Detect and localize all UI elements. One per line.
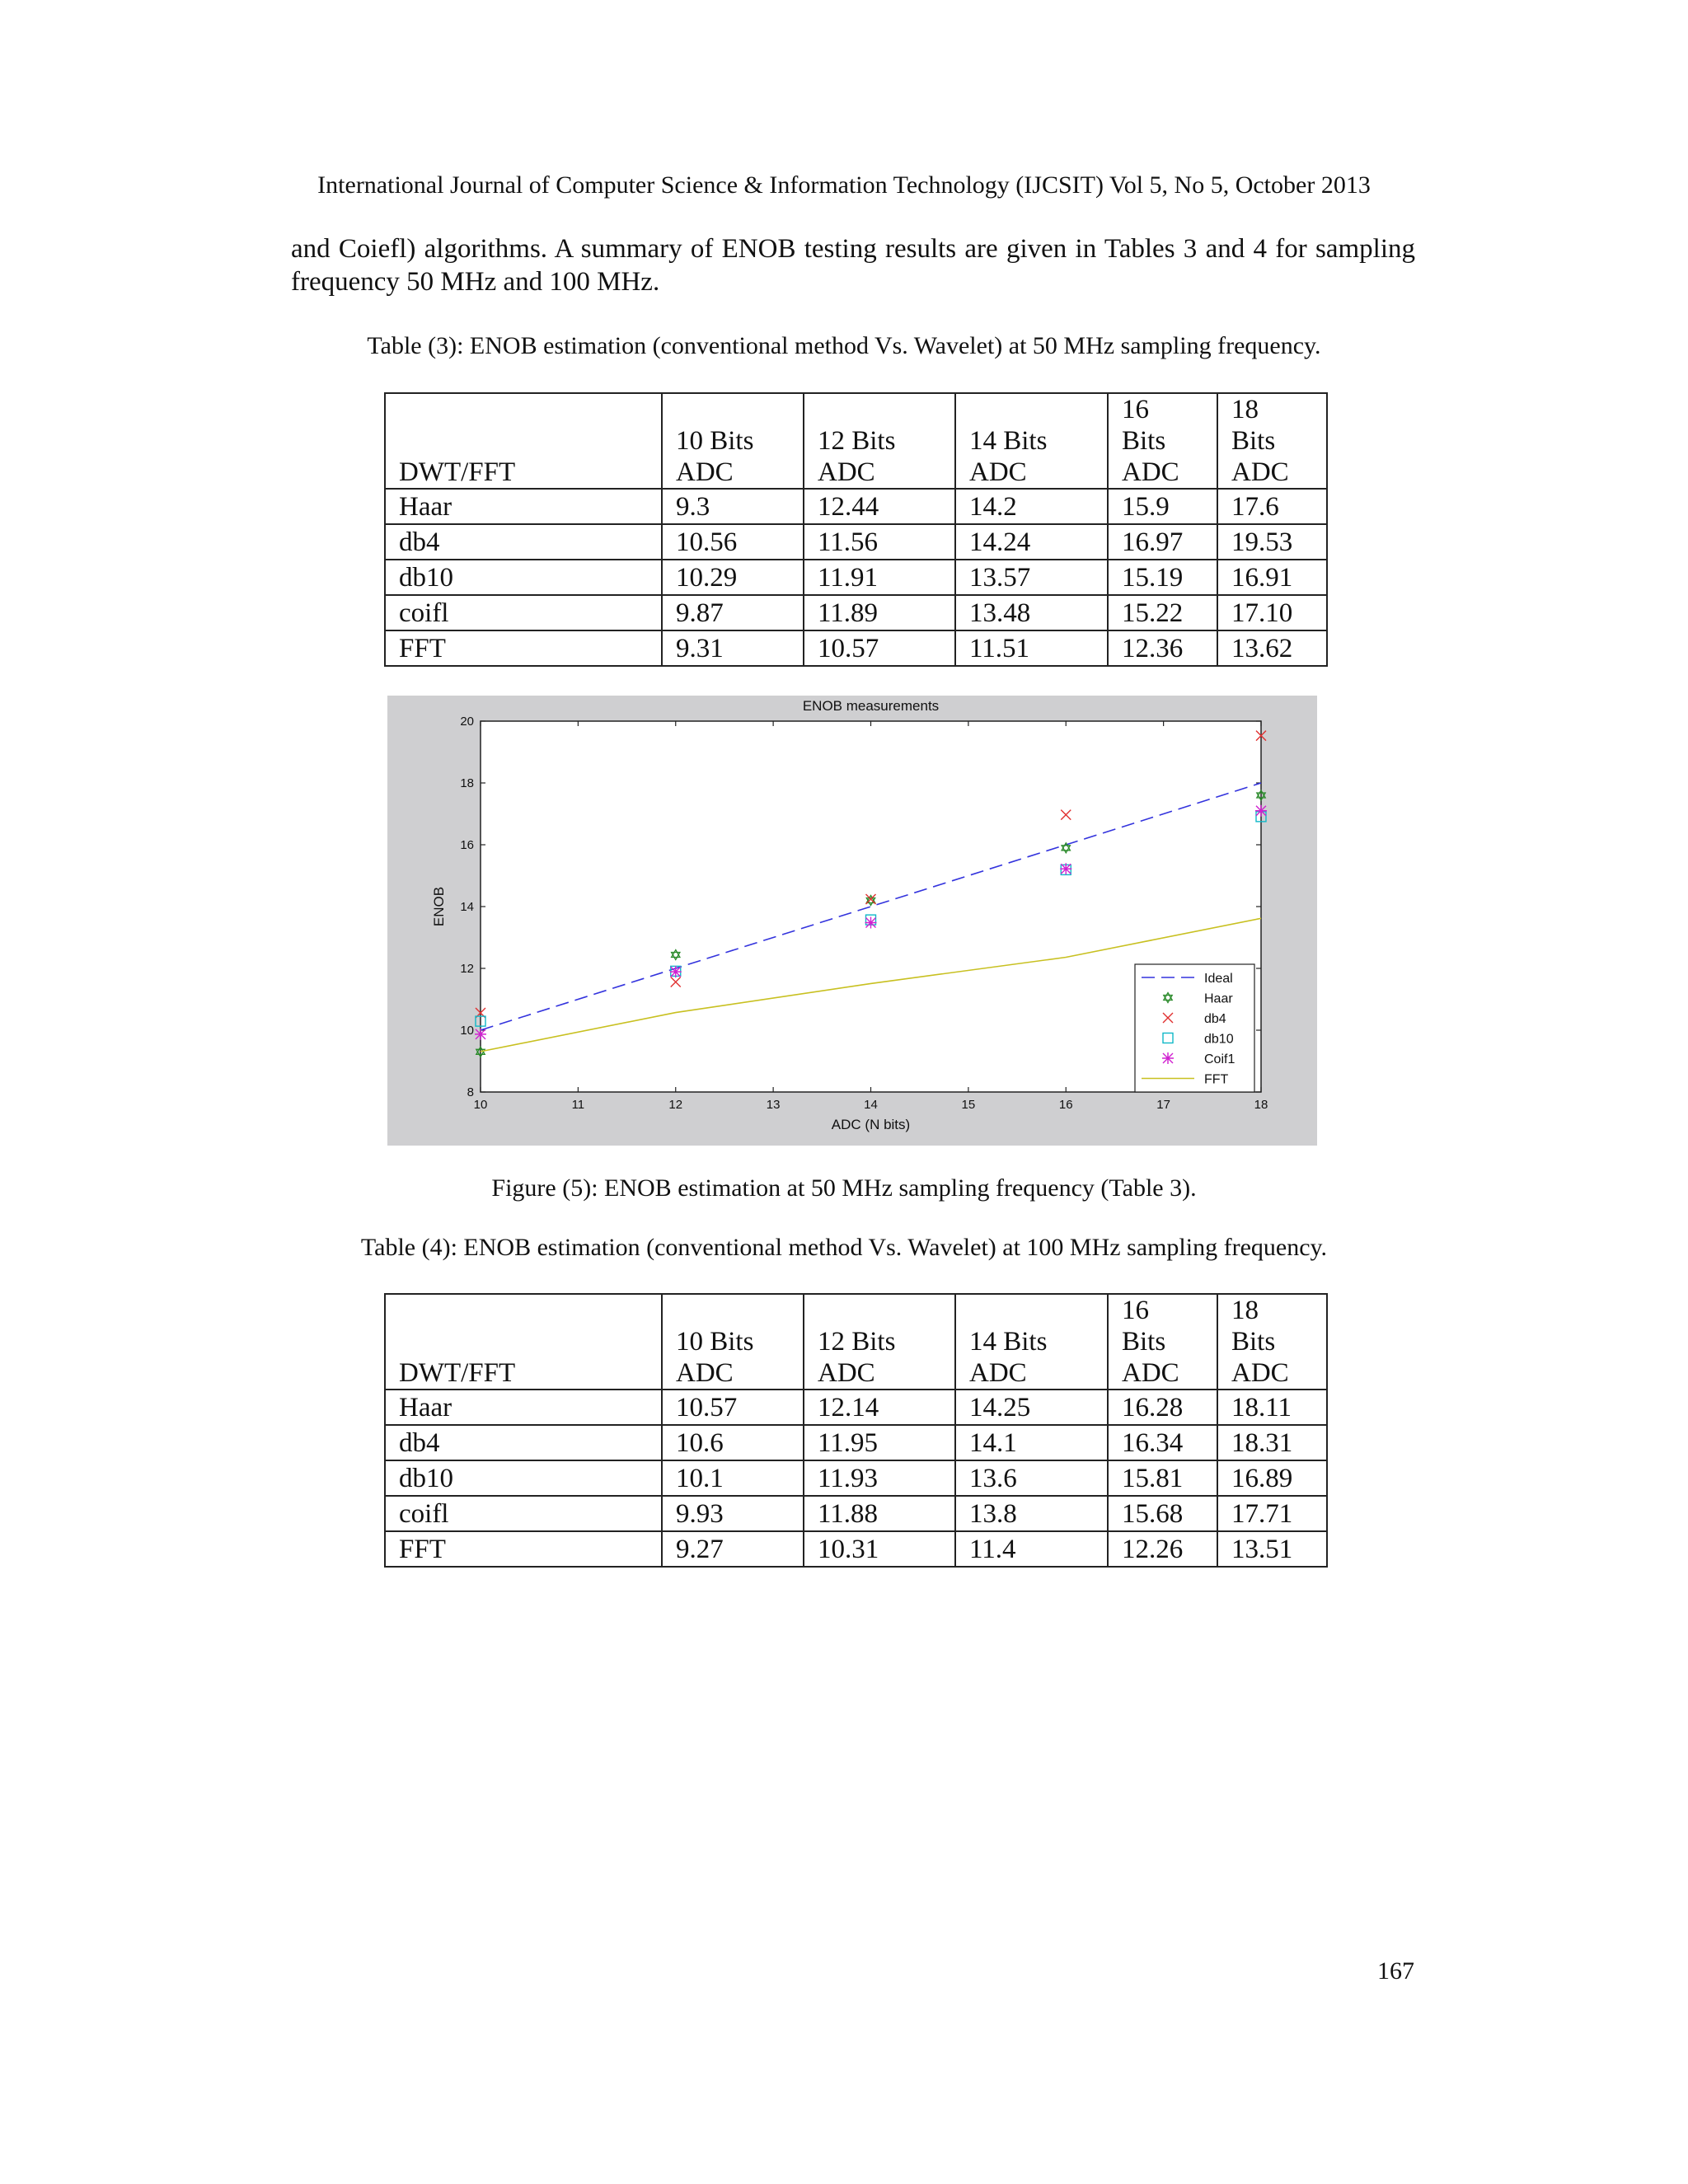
table-cell: db4	[385, 1425, 662, 1460]
table-cell: Haar	[385, 489, 662, 524]
y-tick-label: 20	[460, 715, 474, 729]
table4	[384, 1293, 1328, 1568]
header-line: 18	[1231, 1296, 1259, 1325]
table-header-row	[385, 1294, 1327, 1390]
header-cell	[662, 1294, 804, 1390]
intro-paragraph: and Coiefl) algorithms. A summary of ENOB testing results are given in Tables 3 and 4 for sampling frequency 50 MHz and 100 MHz.	[291, 234, 1415, 297]
table-cell: 15.81	[1108, 1460, 1217, 1496]
table-cell: 10.57	[662, 1390, 804, 1425]
header-line: 14 Bits	[969, 426, 1048, 456]
table-cell: 14.2	[955, 489, 1108, 524]
table-row	[385, 1425, 1327, 1460]
table-cell: Haar	[385, 1390, 662, 1425]
table-cell: 15.68	[1108, 1496, 1217, 1531]
table-cell: 11.95	[804, 1425, 955, 1460]
header-line: 14 Bits	[969, 1327, 1048, 1357]
table-cell: 10.31	[804, 1531, 955, 1567]
table-cell: 10.57	[804, 630, 955, 666]
header-line: 10 Bits	[676, 426, 754, 456]
table-cell: 12.26	[1108, 1531, 1217, 1567]
x-tick-label: 18	[1254, 1098, 1268, 1112]
table4-caption: Table (4): ENOB estimation (conventional method Vs. Wavelet) at 100 MHz sampling frequency.	[360, 1234, 1328, 1261]
x-tick-label: 10	[473, 1098, 488, 1112]
table-cell: 9.93	[662, 1496, 804, 1531]
table-cell: 16.89	[1217, 1460, 1327, 1496]
table-cell: 9.27	[662, 1531, 804, 1567]
legend-label-ideal: Ideal	[1204, 972, 1233, 986]
table-cell: 12.14	[804, 1390, 955, 1425]
header-line: 12 Bits	[818, 426, 896, 456]
header-line: 18	[1231, 395, 1259, 424]
header-line: 12 Bits	[818, 1327, 896, 1357]
table-cell: 13.57	[955, 560, 1108, 595]
table-cell: 18.11	[1217, 1390, 1327, 1425]
table-cell: 9.3	[662, 489, 804, 524]
x-tick-label: 15	[961, 1098, 976, 1112]
y-tick-label: 14	[460, 900, 474, 914]
table-cell: 10.29	[662, 560, 804, 595]
y-tick-label: 10	[460, 1024, 474, 1038]
table-cell: 13.6	[955, 1460, 1108, 1496]
header-line: ADC	[969, 457, 1027, 487]
table3	[384, 392, 1328, 667]
table-cell: 16.91	[1217, 560, 1327, 595]
table-cell: 11.51	[955, 630, 1108, 666]
data-point-coif1	[1060, 863, 1071, 874]
table-cell: 14.25	[955, 1390, 1108, 1425]
data-point-coif1	[475, 1029, 486, 1040]
table-cell: 15.22	[1108, 595, 1217, 630]
header-line: Bits	[1122, 1327, 1166, 1357]
y-tick-label: 12	[460, 962, 474, 976]
header-cell	[385, 393, 662, 489]
table-cell: 11.88	[804, 1496, 955, 1531]
x-tick-label: 14	[864, 1098, 878, 1112]
table-cell: 15.19	[1108, 560, 1217, 595]
table-cell: 11.93	[804, 1460, 955, 1496]
header-line: 16	[1122, 395, 1149, 424]
data-point-coif1	[1255, 805, 1267, 817]
table-cell: 18.31	[1217, 1425, 1327, 1460]
header-line: ADC	[818, 457, 875, 487]
x-axis-label: ADC (N bits)	[831, 1117, 911, 1132]
table-row	[385, 630, 1327, 666]
table-cell: db10	[385, 560, 662, 595]
chart-title: ENOB measurements	[802, 698, 940, 714]
header-cell	[662, 393, 804, 489]
header-cell	[955, 1294, 1108, 1390]
x-tick-label: 16	[1058, 1098, 1073, 1112]
header-line: ADC	[1122, 1358, 1179, 1388]
header-line: ADC	[818, 1358, 875, 1388]
table-cell: FFT	[385, 1531, 662, 1567]
y-tick-label: 8	[467, 1085, 474, 1099]
legend-box	[1135, 964, 1254, 1092]
table3-caption: Table (3): ENOB estimation (conventional method Vs. Wavelet) at 50 MHz sampling frequency.	[367, 332, 1321, 359]
table-row	[385, 1390, 1327, 1425]
table-cell: db4	[385, 524, 662, 560]
table-cell: 13.51	[1217, 1531, 1327, 1567]
table-cell: 15.9	[1108, 489, 1217, 524]
x-tick-label: 17	[1156, 1098, 1170, 1112]
header-cell	[1108, 393, 1217, 489]
table-cell: 17.71	[1217, 1496, 1327, 1531]
header-line: Bits	[1122, 426, 1166, 456]
header-line: 16	[1122, 1296, 1149, 1325]
header-line: ADC	[676, 1358, 734, 1388]
legend	[1135, 964, 1254, 1092]
legend-label-db4: db4	[1204, 1012, 1226, 1026]
header-cell	[1108, 1294, 1217, 1390]
header-cell	[804, 1294, 955, 1390]
table-cell: 16.34	[1108, 1425, 1217, 1460]
header-line: DWT/FFT	[399, 457, 516, 487]
header-line: 10 Bits	[676, 1327, 754, 1357]
table-cell: 16.28	[1108, 1390, 1217, 1425]
legend-label-fft: FFT	[1204, 1072, 1229, 1087]
table-cell: 11.91	[804, 560, 955, 595]
header-line: ADC	[1231, 457, 1289, 487]
table-cell: db10	[385, 1460, 662, 1496]
table-row	[385, 524, 1327, 560]
table-cell: 13.62	[1217, 630, 1327, 666]
header-cell	[955, 393, 1108, 489]
header-line: ADC	[1122, 457, 1179, 487]
table-cell: 12.36	[1108, 630, 1217, 666]
table-row	[385, 1531, 1327, 1567]
header-line: ADC	[969, 1358, 1027, 1388]
header-line: ADC	[1231, 1358, 1289, 1388]
table-cell: 17.6	[1217, 489, 1327, 524]
legend-label-db10: db10	[1204, 1032, 1234, 1047]
x-tick-label: 13	[766, 1098, 781, 1112]
x-tick-label: 12	[668, 1098, 683, 1112]
enob-chart-svg	[387, 696, 1317, 1146]
y-axis-label: ENOB	[431, 886, 447, 927]
header-line: Bits	[1231, 1327, 1276, 1357]
table-cell: 13.8	[955, 1496, 1108, 1531]
legend-label-coif1: Coif1	[1204, 1052, 1236, 1066]
table-cell: 11.4	[955, 1531, 1108, 1567]
table-cell: 10.6	[662, 1425, 804, 1460]
table-cell: 10.56	[662, 524, 804, 560]
legend-swatch-coif1	[1162, 1052, 1174, 1064]
table-cell: 12.44	[804, 489, 955, 524]
table-cell: 14.24	[955, 524, 1108, 560]
enob-chart	[387, 696, 1317, 1146]
table-row	[385, 560, 1327, 595]
legend-label-haar: Haar	[1204, 991, 1233, 1006]
y-tick-label: 18	[460, 776, 474, 790]
table-row	[385, 489, 1327, 524]
table-cell: 11.56	[804, 524, 955, 560]
table-header-row	[385, 393, 1327, 489]
header-cell	[1217, 1294, 1327, 1390]
table-cell: 9.31	[662, 630, 804, 666]
table-cell: 9.87	[662, 595, 804, 630]
running-header: International Journal of Computer Science & Information Technology (IJCSIT) Vol 5, No 5, October 2013	[317, 171, 1371, 199]
table-cell: 13.48	[955, 595, 1108, 630]
x-tick-label: 11	[571, 1098, 585, 1112]
header-line: DWT/FFT	[399, 1358, 516, 1388]
header-line: Bits	[1231, 426, 1276, 456]
table-cell: 11.89	[804, 595, 955, 630]
table-cell: coifl	[385, 595, 662, 630]
header-line: ADC	[676, 457, 734, 487]
table-cell: 17.10	[1217, 595, 1327, 630]
table-cell: 16.97	[1108, 524, 1217, 560]
table-cell: FFT	[385, 630, 662, 666]
table-cell: 10.1	[662, 1460, 804, 1496]
data-point-coif1	[670, 966, 682, 977]
header-cell	[804, 393, 955, 489]
y-tick-label: 16	[460, 838, 474, 852]
header-cell	[385, 1294, 662, 1390]
table-cell: 19.53	[1217, 524, 1327, 560]
table-cell: coifl	[385, 1496, 662, 1531]
table-cell: 14.1	[955, 1425, 1108, 1460]
page-number: 167	[1377, 1957, 1414, 1985]
table-row	[385, 1460, 1327, 1496]
header-cell	[1217, 393, 1327, 489]
table-row	[385, 595, 1327, 630]
data-point-coif1	[865, 917, 877, 929]
figure5-caption: Figure (5): ENOB estimation at 50 MHz sampling frequency (Table 3).	[491, 1174, 1197, 1202]
table-row	[385, 1496, 1327, 1531]
